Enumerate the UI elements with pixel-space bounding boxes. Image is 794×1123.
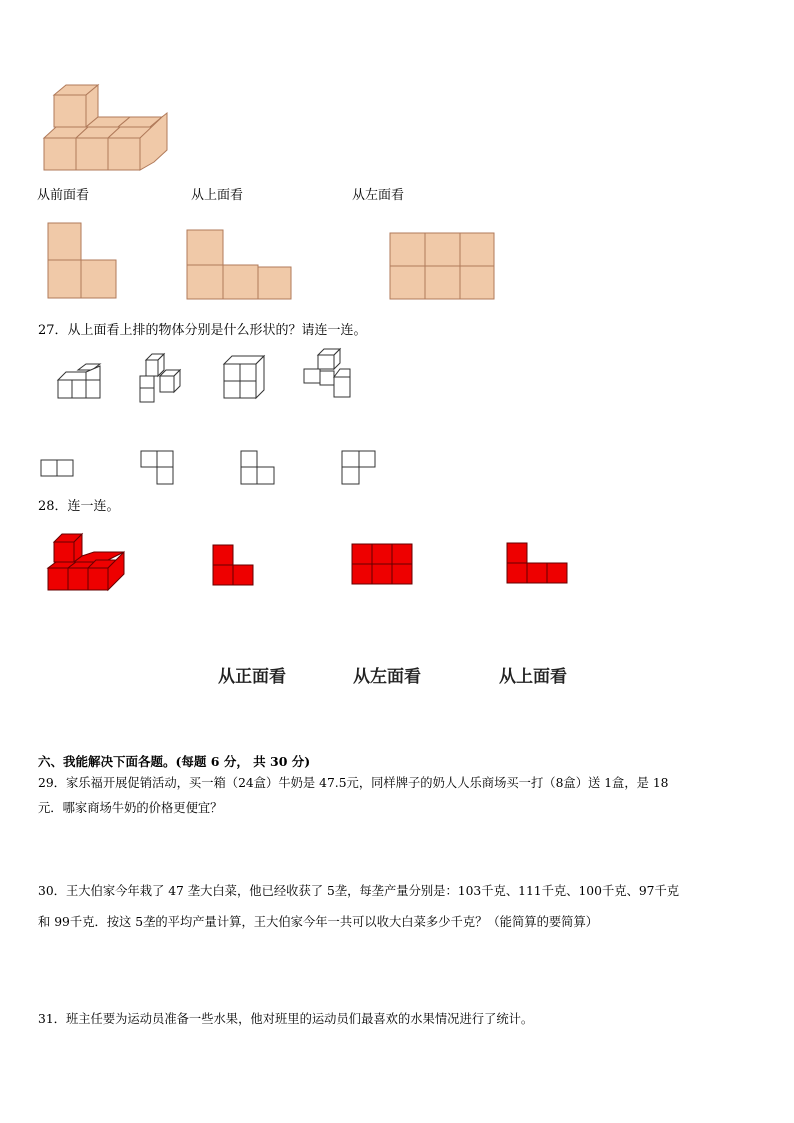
q27-solid-3 — [220, 354, 270, 402]
q28-red-solid — [44, 530, 128, 594]
q28-view-l-wide — [506, 542, 570, 586]
q27-solid-4 — [300, 347, 356, 403]
q30-line1: 30．王大伯家今年栽了 47 垄大白菜，他已经收获了 5垄，每垄产量分别是：103千克、111千克、100千克、97千克 — [38, 884, 680, 898]
section6-heading: 六、我能解决下面各题。(每题 6 分， 共 30 分) — [38, 754, 311, 769]
q28-label-left: 从左面看 — [353, 667, 421, 687]
q28-view-rect — [351, 543, 415, 587]
q27-view-1 — [40, 459, 76, 479]
view-label-front: 从前面看 — [37, 188, 90, 203]
q29-line2: 元．哪家商场牛奶的价格更便宜？ — [38, 801, 223, 815]
view-shape-1 — [47, 222, 119, 300]
q28-view-l-small — [212, 544, 256, 588]
q31-line1: 31．班主任要为运动员准备一些水果，他对班里的运动员们最喜欢的水果情况进行了统计。 — [38, 1012, 534, 1026]
view-label-left: 从左面看 — [352, 188, 405, 203]
q28-label-top: 从上面看 — [499, 667, 567, 687]
view-shape-3 — [389, 232, 497, 302]
q27-solid-2 — [136, 352, 188, 404]
q29-line1: 29．家乐福开展促销活动，买一箱（24盒）牛奶是 47.5元，同样牌子的奶人人乐商场买一打（8盒）送 1盒，是 18 — [38, 776, 669, 790]
q28-label-front: 从正面看 — [218, 667, 286, 687]
q30-line2: 和 99千克．按这 5垄的平均产量计算，王大伯家今年一共可以收大白菜多少千克？（能简算的要简算） — [38, 915, 599, 929]
q27-solid-1 — [56, 362, 106, 402]
q27-title: 27．从上面看上排的物体分别是什么形状的？请连一连。 — [38, 323, 367, 338]
q27-view-4 — [341, 450, 379, 488]
q27-view-3 — [240, 450, 278, 488]
peach-cube-solid — [40, 80, 175, 175]
view-shape-2 — [186, 229, 294, 301]
view-label-top: 从上面看 — [191, 188, 244, 203]
q27-view-2 — [140, 450, 178, 488]
q28-title: 28．连一连。 — [38, 499, 120, 514]
